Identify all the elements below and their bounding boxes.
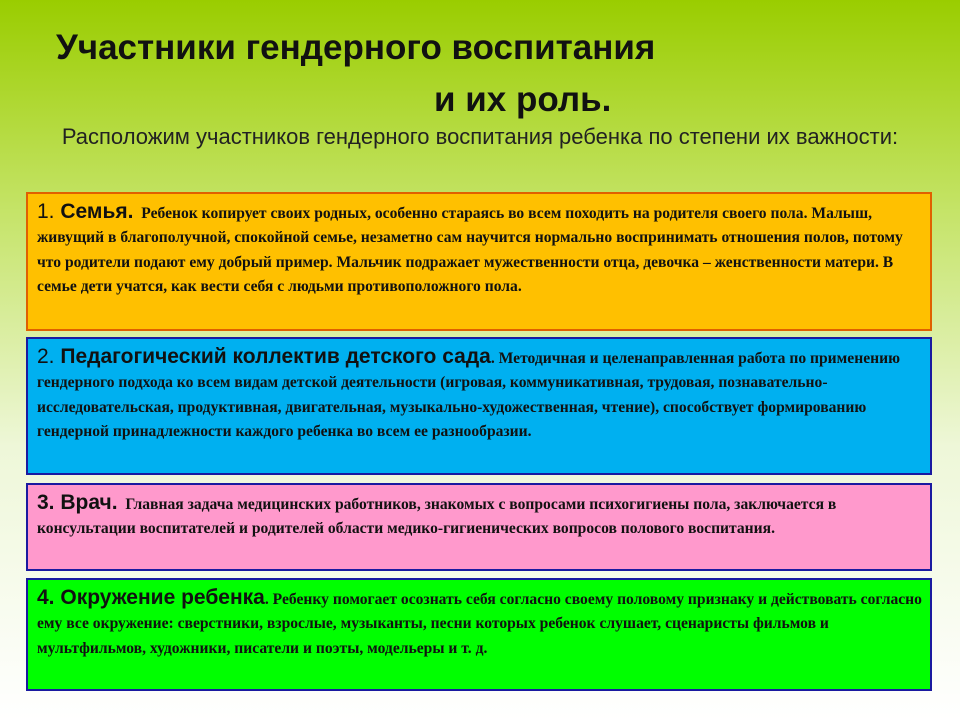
participant-name-suffix: .	[127, 200, 134, 223]
participant-name: Педагогический коллектив детского сада	[60, 345, 491, 368]
subtitle: Расположим участников гендерного воспитания ребенка по степени их важности:	[61, 124, 899, 149]
participant-name: Семья	[60, 200, 128, 223]
participant-name-suffix: .	[111, 491, 118, 514]
participant-name: Врач	[60, 491, 112, 514]
participant-heading	[37, 491, 118, 514]
participant-name-suffix: .	[264, 591, 269, 608]
participant-number: 1.	[37, 200, 61, 223]
participant-family	[26, 192, 932, 331]
participant-name: Окружение ребенка	[60, 586, 265, 609]
participant-environment	[26, 578, 932, 691]
participant-heading	[37, 345, 491, 368]
participant-kindergarten-staff	[26, 337, 932, 475]
participant-description: Ребенку помогает осознать себя согласно своему половому признаку и действовать согласно ему все окружение: сверстники, взрослые, музыканты, песни которых ребенок слушает, сценаристы фильмов и мультфильмов, художники, писатели и поэты, модельеры и т. д.	[37, 591, 922, 657]
participant-number: 2.	[37, 345, 61, 368]
participant-heading	[37, 200, 133, 223]
page-title-line-2: и их роль.	[434, 80, 612, 119]
page-title-line-1: Участники гендерного воспитания	[56, 28, 656, 67]
participant-number: 4.	[37, 586, 61, 609]
participant-description: Методичная и целенаправленная работа по применению гендерного подхода ко всем видам детской деятельности (игровая, коммуникативная, трудовая, познавательно-исследовательская, продуктивная, двигательная, музыкально-художественная, чтение), способствует формированию гендерной принадлежности каждого ребенка во всем ее разнообразии.	[37, 350, 901, 441]
participant-doctor	[26, 483, 932, 571]
participant-description: Главная задача медицинских работников, знакомых с вопросами психогигиены пола, заключается в консультации воспитателей и родителей области медико-гигиенических вопросов полового воспитания.	[37, 496, 837, 538]
participant-number: 3.	[37, 491, 61, 514]
participant-description: Ребенок копирует своих родных, особенно стараясь во всем походить на родителя своего пола. Малыш, живущий в благополучной, спокойной семье, незаметно сам научится нормально воспринимать отношения полов, потому что родители подают ему добрый пример. Мальчик подражает мужественности отца, девочка – женственности матери. В семье дети учатся, как вести себя с людьми противоположного пола.	[37, 205, 903, 296]
participant-heading	[37, 586, 265, 609]
participant-name-suffix: .	[490, 350, 495, 367]
